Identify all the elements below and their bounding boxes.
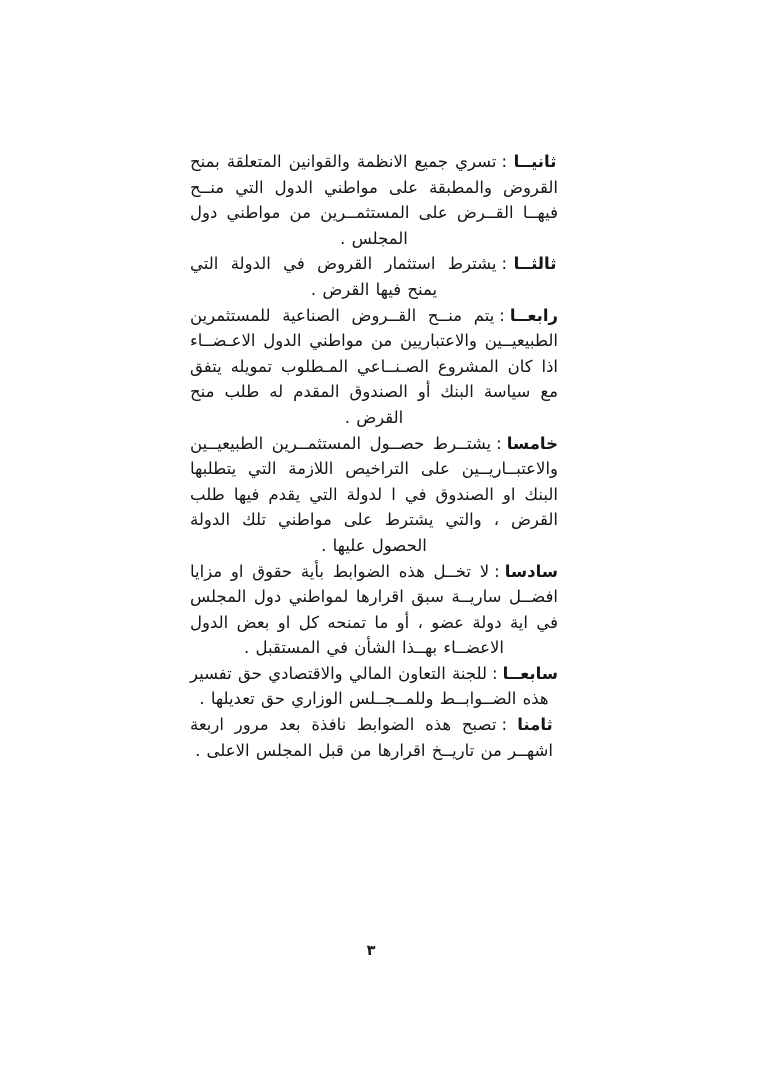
clause-label: ثالثــا bbox=[513, 254, 557, 274]
clause-item bbox=[190, 251, 558, 302]
clause-label: ثانيــا bbox=[513, 152, 557, 171]
clauses-list bbox=[190, 149, 558, 763]
clause-separator: : bbox=[501, 715, 507, 735]
clause-separator: : bbox=[496, 433, 502, 453]
clause-text: يشترط استثمار القروض في الدولة التي يمنح فيها القرض . bbox=[190, 254, 497, 299]
clause-item bbox=[190, 712, 558, 763]
clause-text: لا تخــل هذه الضوابط بأية حقوق او مزايا افضــل ساريــة سبق اقرارها لمواطني دول المجلس في اية دولة عضو ، أو ما تمنحه كل او بعض الدول الاعضــاء بهــذا الشأن في المستقبل . bbox=[190, 561, 558, 658]
clause-item bbox=[190, 303, 558, 431]
clause-label: خامسا bbox=[506, 433, 558, 453]
clause-label: ثامنا bbox=[517, 715, 553, 735]
clause-label: سادسا bbox=[504, 561, 558, 581]
clause-item bbox=[190, 149, 558, 251]
page-number: ٣ bbox=[366, 943, 376, 959]
clause-separator: : bbox=[492, 663, 498, 683]
clause-text: تسري جميع الانظمة والقوانين المتعلقة بمنح القروض والمطبقة على مواطني الدول التي منــح فيهــا القــرض على المستثمــرين من مواطني دول المجلس . bbox=[190, 152, 558, 248]
clause-label: رابعــا bbox=[509, 305, 558, 325]
clause-text: يشتــرط حصــول المستثمــرين الطبيعيــين والاعتبــاريــين على التراخيص اللازمة التي يتطلبها البنك او الصندوق في ا لدولة التي يقدم فيها طلب القرض ، والتي يشترط على مواطني تلك الدولة الحصول عليها . bbox=[190, 433, 558, 555]
clause-separator: : bbox=[499, 305, 505, 325]
clause-separator: : bbox=[501, 254, 507, 274]
clause-item bbox=[190, 661, 558, 712]
clause-item bbox=[190, 431, 558, 559]
clause-separator: : bbox=[494, 561, 500, 581]
clause-label: سابعــا bbox=[502, 663, 558, 683]
clause-item bbox=[190, 559, 558, 661]
clause-text: تصبح هذه الضوابط نافذة بعد مرور اربعة اشهــر من تاريــخ اقرارها من قبل المجلس الاعلى . bbox=[190, 715, 553, 760]
clause-text: يتم منــح القــروض الصناعية للمستثمرين الطبيعيــين والاعتباريين من مواطني الدول الاعـضــاء اذا كان المشروع الصـنــاعي المـطلوب تمويله يتفق مع سياسة البنك أو الصندوق المقدم له طلب منح القرض . bbox=[190, 305, 558, 427]
clause-separator: : bbox=[501, 152, 507, 171]
clause-text: للجنة التعاون المالي والاقتصادي حق تفسير هذه الضــوابــط وللمــجــلس الوزاري حق تعديلها . bbox=[190, 663, 549, 709]
